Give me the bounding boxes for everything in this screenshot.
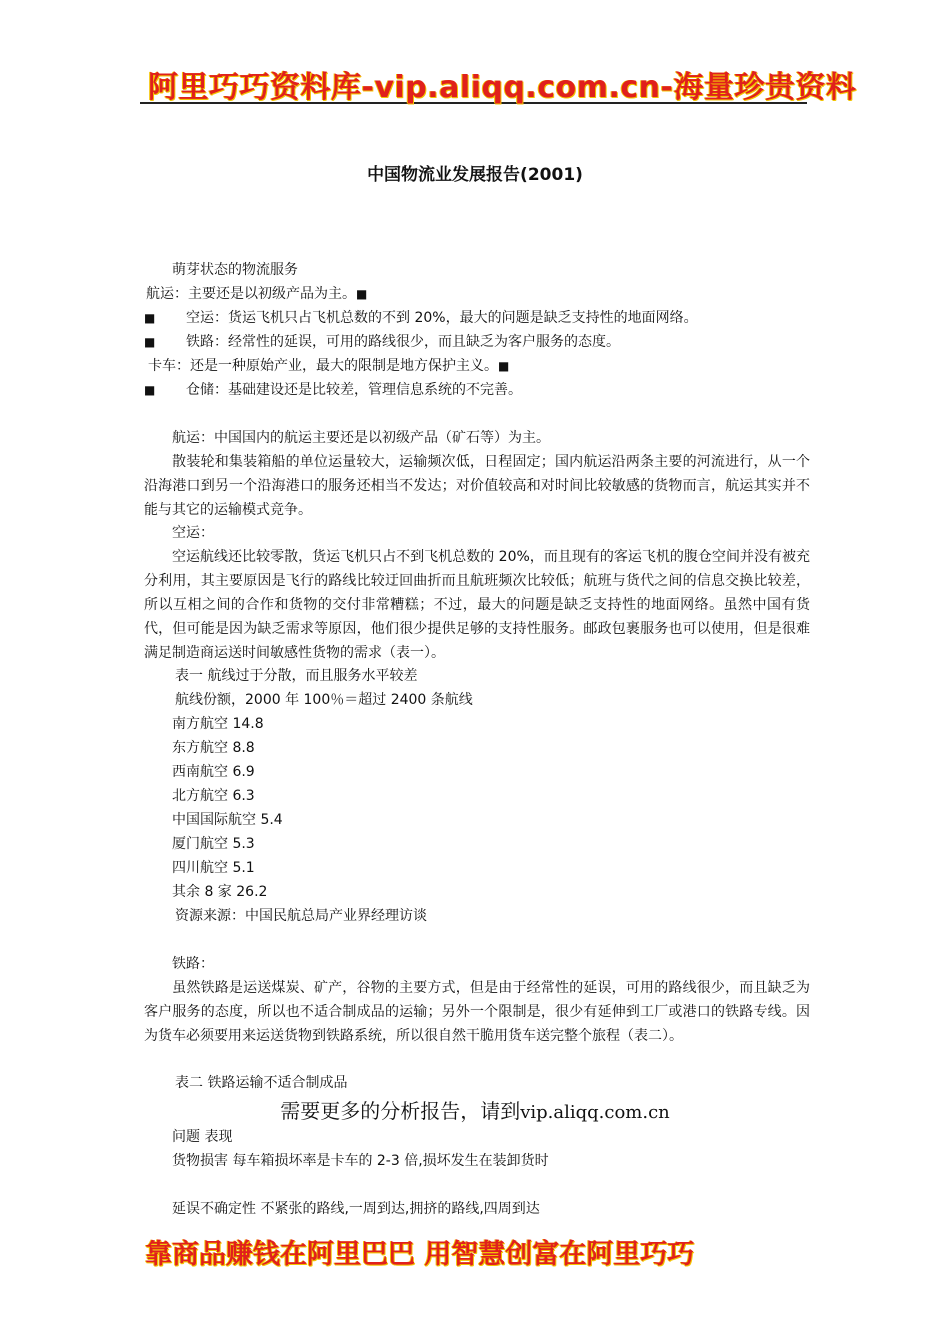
table-row [172,762,283,782]
summary-item-text: 空运：货运飞机只占飞机总数的不到 20%，最大的问题是缺乏支持性的地面网络。 [186,310,698,326]
table-row [172,882,283,902]
table2-row-damage: 货物损害 每车箱损坏率是卡车的 2-3 倍,损坏发生在装卸货时 [172,1153,549,1169]
bullet-icon: ■ [356,287,368,301]
rail-body: 虽然铁路是运送煤炭、矿产，谷物的主要方式，但是由于经常性的延误，可用的路线很少，而且缺乏为客户服务的态度，所以也不适合制成品的运输；另外一个限制是，很少有延伸到工厂或港口的铁路专线。因为货车必须要用来运送货物到铁路系统，所以很自然干脆用货车送完整个旅程（表二）。 [144,980,810,1044]
summary-item-warehouse [144,380,522,400]
table-row [172,858,283,878]
table1-subtitle: 航线份额，2000 年 100％＝超过 2400 条航线 [175,692,473,708]
shipping-paragraph [144,450,810,522]
airline-name: 中国国际航空 [172,812,256,828]
table-row [172,786,283,806]
summary-item-text: 航运：主要还是以初级产品为主。 [146,286,356,302]
airline-share: 6.9 [232,764,255,780]
airline-name: 北方航空 [172,788,228,804]
summary-item-rail [144,332,620,352]
rail-heading: 铁路： [172,956,214,972]
airline-name: 南方航空 [172,716,228,732]
table-row [172,714,283,734]
airline-share: 8.8 [232,740,255,756]
summary-item-text: 铁路：经常性的延误，可用的路线很少，而且缺乏为客户服务的态度。 [186,334,620,350]
airline-name: 四川航空 [172,860,228,876]
table2-caption: 表二 铁路运输不适合制成品 [175,1075,348,1091]
footer-banner[interactable] [140,1230,800,1268]
table2-header: 问题 表现 [172,1129,233,1145]
airline-share: 14.8 [232,716,264,732]
airline-share: 5.3 [232,836,255,852]
promo-link[interactable]: vip.aliqq.com.cn [520,1102,670,1123]
document-title: 中国物流业发展报告(2001) [367,165,583,185]
air-paragraph [144,545,810,665]
header-banner-text: 阿里巧巧资料库-vip.aliqq.com.cn-海量珍贵资料 [148,70,857,105]
table1-caption: 表一 航线过于分散，而且服务水平较差 [175,668,418,684]
airline-share: 26.2 [236,884,268,900]
summary-item-text: 卡车：还是一种原始产业，最大的限制是地方保护主义。 [148,358,498,374]
airline-name: 东方航空 [172,740,228,756]
summary-item-shipping [146,284,367,304]
table-row [172,810,283,830]
airline-share: 5.1 [232,860,255,876]
summary-item-text: 仓储：基础建设还是比较差，管理信息系统的不完善。 [186,382,522,398]
airline-name: 其余 8 家 [172,884,232,900]
bullet-icon: ■ [498,359,510,373]
table2-row-delay: 延误不确定性 不紧张的路线,一周到达,拥挤的路线,四周到达 [172,1201,540,1217]
rail-paragraph [144,976,810,1048]
airline-name: 厦门航空 [172,836,228,852]
summary-item-air [144,308,698,328]
bullet-icon: ■ [144,335,156,349]
airline-share: 5.4 [260,812,283,828]
summary-item-truck [148,356,509,376]
bullet-icon: ■ [144,311,156,325]
table1 [172,714,283,902]
air-body: 空运航线还比较零散，货运飞机只占不到飞机总数的 20%，而且现有的客运飞机的腹仓空间并没有被充分利用，其主要原因是飞行的路线比较迂回曲折而且航班频次比较低；航班与货代之间的信息交换比较差，所以互相之间的合作和货物的交付非常糟糕；不过，最大的问题是缺乏支持性的地面网络。虽然中国有货代，但可能是因为缺乏需求等原因，他们很少提供足够的支持性服务。邮政包裹服务也可以使用，但是很难满足制造商运送时间敏感性货物的需求（表一）。 [144,549,810,661]
promo-line[interactable] [0,1095,950,1124]
bullet-icon: ■ [144,383,156,397]
airline-share: 6.3 [232,788,255,804]
air-heading: 空运： [172,525,214,541]
footer-banner-text: 靠商品赚钱在阿里巴巴 用智慧创富在阿里巧巧 [145,1239,695,1270]
shipping-body: 散装轮和集装箱船的单位运量较大，运输频次低，日程固定；国内航运沿两条主要的河流进行，从一个沿海港口到另一个沿海港口的服务还相当不发达；对价值较高和对时间比较敏感的货物而言，航运其实并不能与其它的运输模式竞争。 [144,454,810,518]
header-banner[interactable] [140,60,857,105]
promo-text: 需要更多的分析报告，请到 [280,1099,521,1123]
airline-name: 西南航空 [172,764,228,780]
table-row [172,834,283,854]
table1-source: 资源来源：中国民航总局产业界经理访谈 [175,908,427,924]
shipping-intro: 航运：中国国内的航运主要还是以初级产品（矿石等）为主。 [172,430,550,446]
table-row [172,738,283,758]
summary-heading: 萌芽状态的物流服务 [172,262,298,278]
